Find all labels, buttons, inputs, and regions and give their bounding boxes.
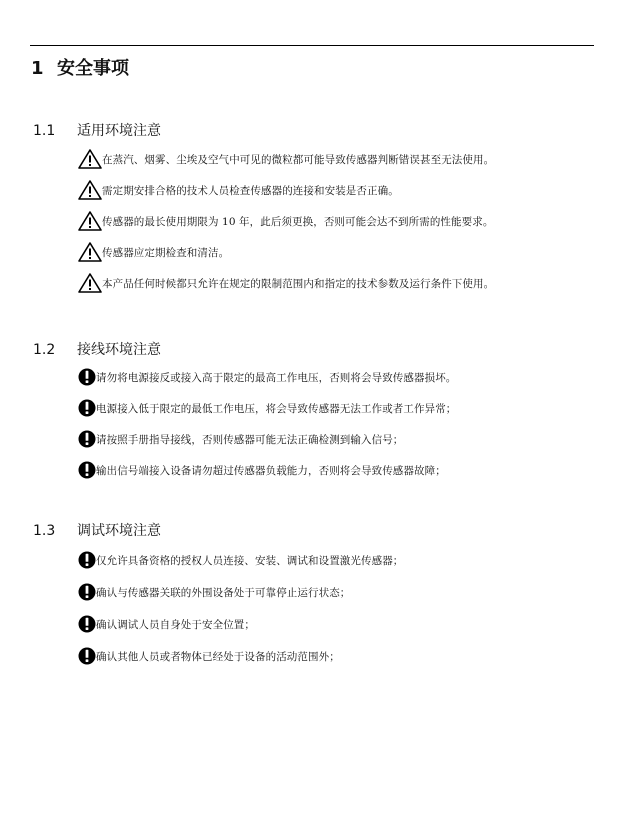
exclamation-circle-icon (78, 460, 96, 480)
exclamation-circle-icon (78, 550, 96, 570)
list-item (78, 178, 399, 202)
list-item-text: 确认调试人员自身处于安全位置； (96, 618, 255, 631)
section-title: 适用环境注意 (77, 123, 161, 139)
exclamation-circle-icon (78, 367, 96, 387)
list-item (78, 147, 494, 171)
chapter-heading (31, 54, 129, 80)
section-title: 接线环境注意 (77, 342, 161, 358)
list-item-text: 传感器应定期检查和清洁。 (102, 246, 230, 259)
exclamation-circle-icon (78, 429, 96, 449)
chapter-number: 1 (31, 58, 44, 79)
list-item-text: 电源接入低于限定的最低工作电压，将会导致传感器无法工作或者工作异常； (96, 402, 457, 415)
list-item-text: 本产品任何时候都只允许在规定的限制范围内和指定的技术参数及运行条件下使用。 (102, 277, 495, 290)
warning-triangle-icon (78, 242, 102, 262)
list-item-text: 确认其他人员或者物体已经处于设备的活动范围外； (96, 650, 340, 663)
list-item (78, 548, 403, 572)
list-item-text: 确认与传感器关联的外围设备处于可靠停止运行状态； (96, 586, 351, 599)
warning-triangle-icon (78, 180, 102, 200)
list-item (78, 612, 255, 636)
list-item-text: 请按照手册指导接线，否则传感器可能无法正确检测到输入信号； (96, 433, 404, 446)
list-item-text: 传感器的最长使用期限为 10 年，此后须更换，否则可能会达不到所需的性能要求。 (102, 215, 494, 228)
warning-triangle-icon (78, 273, 102, 293)
section-number: 1.1 (33, 123, 56, 139)
list-item (78, 365, 456, 389)
list-item (78, 271, 494, 295)
section-heading (33, 339, 161, 359)
list-item-text: 需定期安排合格的技术人员检查传感器的连接和安装是否正确。 (102, 184, 399, 197)
section-number: 1.3 (33, 523, 56, 539)
warning-triangle-icon (78, 211, 102, 231)
list-item-text: 仅允许具备资格的授权人员连接、安装、调试和设置激光传感器； (96, 554, 404, 567)
list-item (78, 644, 340, 668)
list-item (78, 580, 350, 604)
list-item (78, 240, 229, 264)
list-item (78, 396, 456, 420)
list-item-text: 在蒸汽、烟雾、尘埃及空气中可见的微粒都可能导致传感器判断错误甚至无法使用。 (102, 153, 495, 166)
list-item-text: 输出信号端接入设备请勿超过传感器负载能力，否则将会导致传感器故障； (96, 464, 446, 477)
chapter-title: 安全事项 (57, 58, 129, 79)
section-heading (33, 120, 161, 140)
section-heading (33, 520, 161, 540)
exclamation-circle-icon (78, 398, 96, 418)
list-item (78, 209, 493, 233)
exclamation-circle-icon (78, 646, 96, 666)
list-item (78, 427, 403, 451)
header-rule (30, 45, 594, 46)
list-item-text: 请勿将电源接反或接入高于限定的最高工作电压，否则将会导致传感器损坏。 (96, 371, 457, 384)
section-title: 调试环境注意 (77, 523, 161, 539)
exclamation-circle-icon (78, 614, 96, 634)
list-item (78, 458, 446, 482)
section-number: 1.2 (33, 342, 56, 358)
exclamation-circle-icon (78, 582, 96, 602)
warning-triangle-icon (78, 149, 102, 169)
